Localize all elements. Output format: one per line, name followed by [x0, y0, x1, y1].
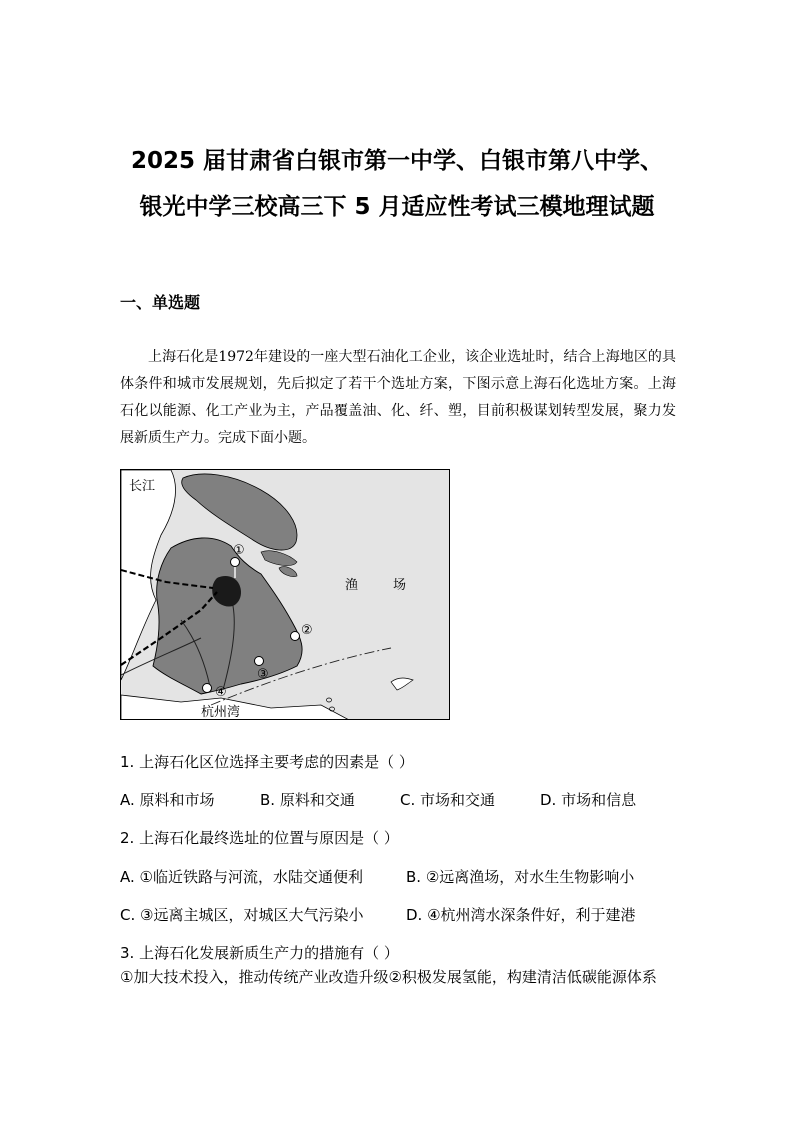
title-line-1: 2025 届甘肃省白银市第一中学、白银市第八中学、	[130, 148, 664, 174]
site-marker-4	[203, 684, 212, 693]
label-river: 长江	[129, 479, 156, 494]
question-3-stem: 3. 上海石化发展新质生产力的措施有（ ）	[120, 944, 399, 962]
intro-paragraph: 上海石化是1972年建设的一座大型石油化工企业，该企业选址时，结合上海地区的具体条件和城市发展规划，先后拟定了若干个选址方案，下图示意上海石化选址方案。上海石化以能源、化工产业为主，产品覆盖油、化、纤、塑，目前积极谋划转型发展，聚力发展新质生产力。完成下面小题。	[120, 349, 676, 446]
island-small-1	[261, 551, 297, 566]
map-graphic	[121, 470, 450, 720]
title-line-2: 银光中学三校高三下 5 月适应性考试三模地理试题	[139, 194, 655, 220]
island-small-2	[279, 567, 297, 577]
q2-option-d: D. ④杭州湾水深条件好，利于建港	[406, 906, 636, 924]
islet-3	[391, 678, 413, 690]
label-site-2: ②	[301, 623, 313, 638]
question-2-options-ab	[120, 866, 680, 887]
document-title	[0, 138, 794, 230]
q2-option-b: B. ②远离渔场，对水生生物影响小	[406, 868, 635, 886]
q2-option-a: A. ①临近铁路与河流，水陆交通便利	[120, 868, 363, 886]
label-fishery-2: 场	[393, 578, 407, 593]
shanghai-map	[120, 469, 450, 720]
islet-1	[327, 698, 332, 702]
question-1-stem: 1. 上海石化区位选择主要考虑的因素是（ ）	[120, 753, 414, 771]
question-3-statements: ①加大技术投入，推动传统产业改造升级②积极发展氢能，构建清洁低碳能源体系	[120, 968, 657, 986]
section-heading: 一、单选题	[120, 293, 201, 312]
label-site-4: ④	[215, 685, 227, 700]
site-marker-1	[231, 558, 240, 567]
q1-option-a: A. 原料和市场	[120, 791, 215, 809]
label-site-3: ③	[257, 667, 269, 682]
question-1-options	[120, 789, 680, 810]
site-marker-3	[255, 657, 264, 666]
site-marker-2	[291, 632, 300, 641]
label-site-1: ①	[233, 543, 245, 558]
islet-2	[330, 707, 335, 711]
question-2-options-cd	[120, 904, 680, 925]
q1-option-d: D. 市场和信息	[540, 791, 637, 809]
q2-option-c: C. ③远离主城区，对城区大气污染小	[120, 906, 364, 924]
label-bay: 杭州湾	[201, 705, 241, 720]
q1-option-b: B. 原料和交通	[260, 791, 355, 809]
label-fishery-1: 渔	[345, 578, 359, 593]
question-2-stem: 2. 上海石化最终选址的位置与原因是（ ）	[120, 829, 399, 847]
q1-option-c: C. 市场和交通	[400, 791, 496, 809]
